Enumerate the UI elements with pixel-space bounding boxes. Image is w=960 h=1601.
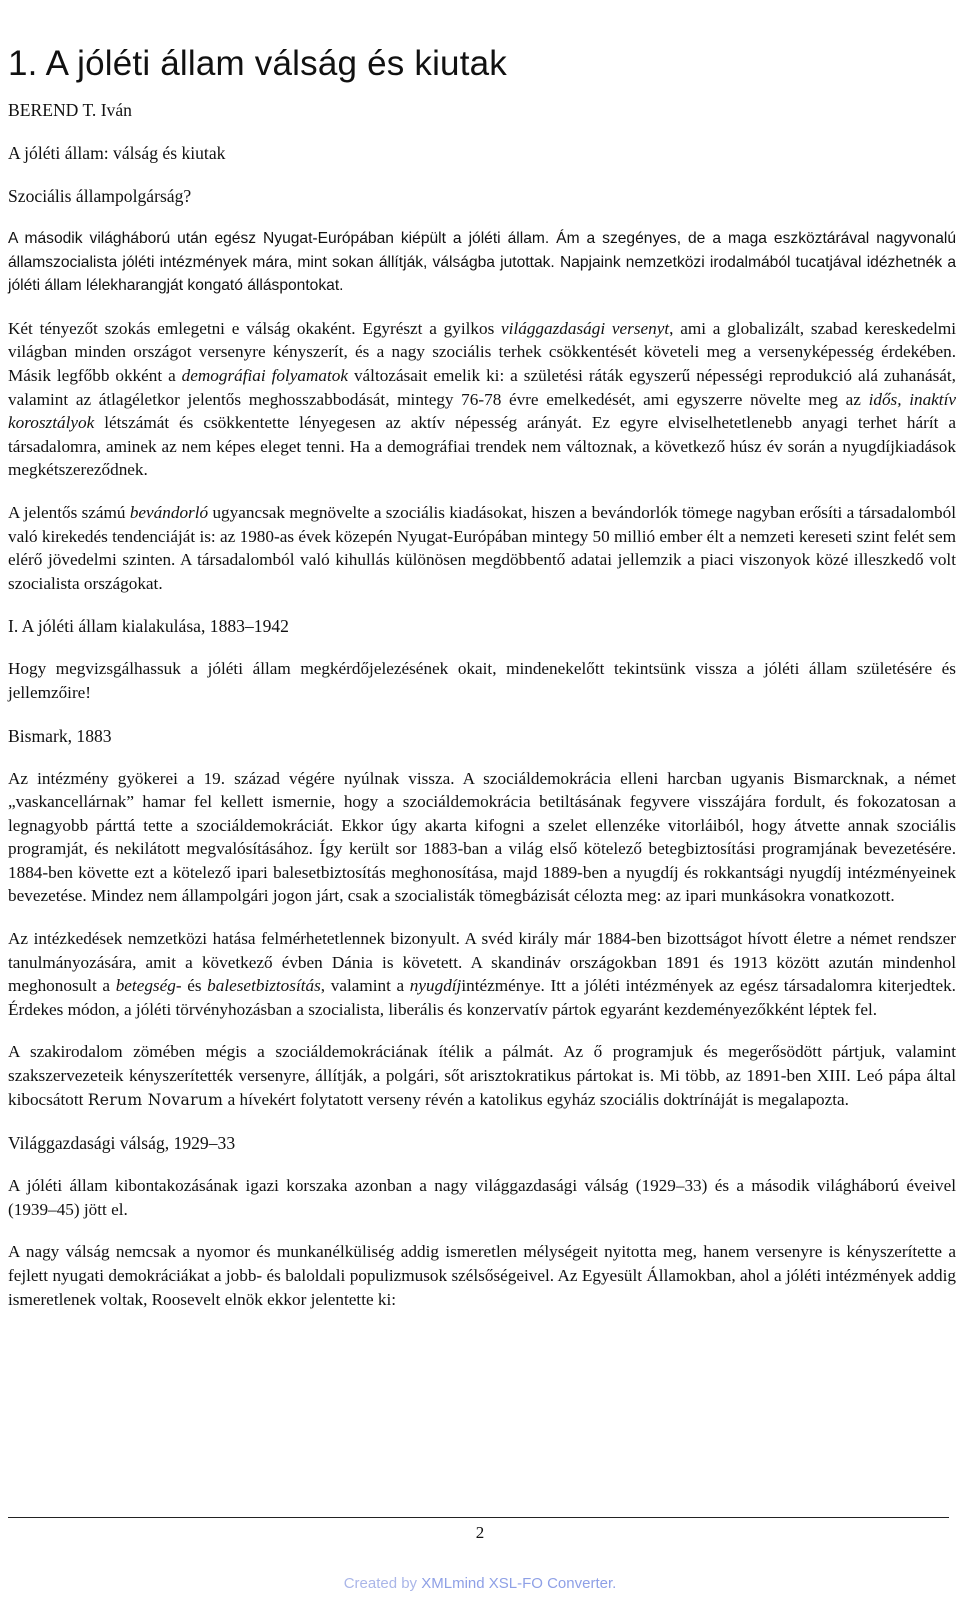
paragraph-text: A jelentős számú xyxy=(8,502,130,522)
paragraph-golden-era xyxy=(8,1174,956,1221)
watermark-brand: XMLmind XSL-FO Converter. xyxy=(421,1575,617,1592)
paragraph-text: a hívekért folytatott verseny révén a katolikus egyház szociális doktrínáját is megalapozta. xyxy=(223,1089,849,1109)
paragraph-text: A második világháború után egész Nyugat-Európában kiépült a jóléti állam. Ám a szegényes, de a maga eszköztárával nagyvonalú államszocialista jóléti intézmények mára, mint sokan állítják, válságba jutottak. Napjaink nemzetközi irodalmából tucatjával idézhetnék a jóléti állam lélekharangját kongató álláspontokat. xyxy=(8,230,956,295)
emphasis-text: idős, inaktív korosztályok xyxy=(8,389,956,433)
paragraph-lookback xyxy=(8,657,956,704)
paragraph-text: A nagy válság nemcsak a nyomor és munkanélküliség addig ismeretlen mélységeit nyitotta meg, hanem versenyre is kényszerítette a fejlett nyugati demokráciákat a jobb- és baloldali populizmusok szélsőségeivel. Az Egyesült Államokban, ahol a jóléti intézmények addig ismeretlenek voltak, Roosevelt elnök ekkor jelentette ki: xyxy=(8,1242,956,1309)
paragraph-factors xyxy=(8,317,956,482)
paragraph-text: , valamint a xyxy=(320,976,410,996)
author-line: BEREND T. Iván xyxy=(8,100,132,120)
emphasis-text: demográfiai folyamatok xyxy=(181,365,348,385)
footer-divider xyxy=(8,1517,949,1518)
section-heading-formation: I. A jóléti állam kialakulása, 1883–1942 xyxy=(8,616,289,637)
emphasis-text: világgazdasági versenyt xyxy=(501,318,670,338)
watermark-prefix: Created by xyxy=(343,1575,422,1592)
subtitle-line: A jóléti állam: válság és kiutak xyxy=(8,143,226,163)
paragraph-text: Hogy megvizsgálhassuk a jóléti állam megkérdőjelezésének okait, mindenekelőtt tekintsünk vissza a jóléti állam születésére és jellemzőire! xyxy=(8,659,956,702)
paragraph-text: Az intézmény gyökerei a 19. század végére nyúlnak vissza. A szociáldemokrácia elleni harcban ugyanis Bismarcknak, a német „vaskancellárnak” hamar fel kellett ismernie, hogy a szociáldemokrácia betiltásának fegyvere visszájára fordult, és fokozatosan a legnagyobb párttá tette a szociáldemokráciát. Ekkor úgy akarta kifogni a szelet ellenzéke vitorláiból, hogy átvette annak szociális programját, és nekilátott megvalósításához. Így került sor 1883-ban a világ első kötelező betegbiztosítási programjának bevezetésére. 1884-ben követte ezt a kötelező ipari balesetbiztosítás meghonosítása, majd 1889-ben a nyugdíj és rokkantsági nyugdíj intézményeinek bevezetése. Mindez nem állampolgári jogon járt, csak a szocialisták tömegbázisát célozta meg: az ipari munkásokra vonatkozott. xyxy=(8,768,956,906)
document-body xyxy=(8,42,956,1330)
emphasis-text: nyugdíj xyxy=(409,976,462,996)
paragraph-text: , ami a globalizált, szabad kereskedelmi világban minden országot versenyre kényszerít, és a nagy szociális terhek csökkentését követeli meg a versenyképesség érdekében. Másik legfőbb okként a xyxy=(8,318,956,385)
paragraph-social-democracy xyxy=(8,1040,956,1112)
paragraph-text: és xyxy=(181,976,208,996)
page-title: 1. A jóléti állam válság és kiutak xyxy=(8,44,508,83)
paragraph-text: ugyancsak megnövelte a szociális kiadásokat, hiszen a bevándorlók tömege nagyban erősíti a társadalomból való kirekedés tendenciáját is: az 1980-as évek közepén Nyugat-Európában mintegy 50 millió ember élt a nemzeti kereseti szint felét sem elérő jövedelmi szinten. A társadalomból való kihullás különösen megdöbbentő adatai jellemzik a piaci viszonyok közé illeszkedő volt szocialista országokat. xyxy=(8,502,956,593)
rerum-novarum-title: Rerum Novarum xyxy=(87,1090,224,1109)
page-number: 2 xyxy=(475,1523,485,1542)
section-question: Szociális állampolgárság? xyxy=(8,186,192,206)
paragraph-bismarck xyxy=(8,767,956,909)
paragraph-text: létszámát és csökkentette lényegesen az aktív népesség arányát. Ez egyre elviselhetetlenebb anyagi terhet hárít a társadalomra, aminek az nem képes eleget tenni. Ha a demográfiai trendek nem változnak, a következő húsz év során a nyugdíjkiadások megkétszereződnek. xyxy=(8,413,956,480)
paragraph-international-effect xyxy=(8,927,956,1021)
paragraph-text: A szakirodalom zömében mégis a szociáldemokráciának ítélik a pálmát. Az ő programjuk és megerősödött pártjuk, valamint szakszervezeteik kényszerítették versenyre, állítják, a polgári, sőt arisztokratikus pártokat is. Mi több, az 1891-ben XIII. Leó pápa által kibocsátott xyxy=(8,1042,956,1109)
section-heading-bismark: Bismark, 1883 xyxy=(8,725,112,746)
paragraph-text: A jóléti állam kibontakozásának igazi korszaka azonban a nagy világgazdasági válság (1929–33) és a második világháború éveivel (1939–45) jött el. xyxy=(8,1176,956,1219)
emphasis-text: bevándorló xyxy=(129,502,209,522)
paragraph-text: Az intézkedések nemzetközi hatása felmérhetetlennek bizonyult. A svéd király már 1884-ben bizottságot hívott életre a német rendszer tanulmányozására, amit a következő évben Dánia is követett. A skandináv országokban 1891 és 1913 között azután mindenhol meghonosult a xyxy=(8,929,956,996)
paragraph-text: intézménye. Itt a jóléti intézmények az egész társadalomra kiterjedtek. Érdekes módon, a jóléti törvényhozásban a szocialista, liberális és konzervatív pártok egyaránt kezdeményezőkként léptek fel. xyxy=(8,976,956,1019)
paragraph-text: Két tényezőt szokás emlegetni e válság okaként. Egyrészt a gyilkos xyxy=(8,318,502,338)
generator-watermark xyxy=(0,1574,960,1594)
emphasis-text: balesetbiztosítás xyxy=(207,976,321,996)
section-heading-crisis: Világgazdasági válság, 1929–33 xyxy=(8,1133,236,1154)
emphasis-text: betegség- xyxy=(115,976,182,996)
paragraph-text: változásait emelik ki: a születési ráták egyszerű népességi reprodukció alá zuhanását, valamint az átlagéletkor jelentős meghosszabbodását, mintegy 76-78 évre emelkedését, ami egyszerre növelte meg az xyxy=(8,365,956,409)
paragraph-intro xyxy=(8,227,956,298)
paragraph-immigrants xyxy=(8,501,956,595)
paragraph-great-depression xyxy=(8,1240,956,1311)
